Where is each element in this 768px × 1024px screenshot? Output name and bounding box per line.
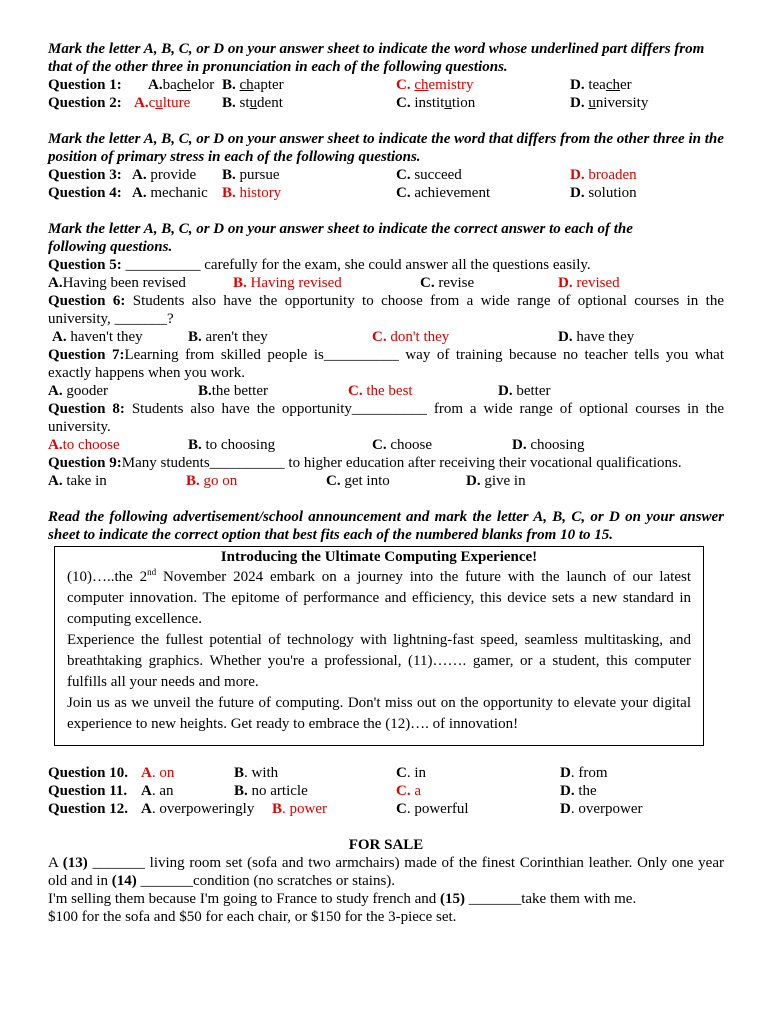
- for-sale-paragraph-2: I'm selling them because I'm going to France to study french and (15) _______take them with me.: [48, 891, 637, 907]
- q6-option-a[interactable]: A. haven't they: [52, 329, 143, 345]
- q9-option-c[interactable]: C. get into: [326, 473, 390, 489]
- q1-option-b[interactable]: B. chapter: [222, 77, 284, 93]
- question-2: Question 2: A.culture B. student C. institution D. university: [48, 95, 649, 111]
- q5-option-a[interactable]: A.Having been revised: [48, 275, 186, 291]
- advertisement-title: Introducing the Ultimate Computing Experience!: [220, 549, 538, 565]
- question-5-stem: Question 5: __________ carefully for the exam, she could answer all the questions easily.: [48, 257, 591, 273]
- q1-option-c[interactable]: C. chemistry: [396, 77, 474, 93]
- q2-option-a[interactable]: A.culture: [134, 95, 191, 111]
- q4-option-b[interactable]: B. history: [222, 185, 282, 201]
- for-sale-paragraph-3: $100 for the sofa and $50 for each chair, or $150 for the 3-piece set.: [48, 909, 457, 925]
- q5-option-c[interactable]: C. revise: [420, 275, 475, 291]
- q12-option-b[interactable]: B. power: [272, 801, 328, 817]
- question-8-stem: Question 8: Students also have the opportunity__________ from a wide range of optional courses in the university.: [48, 401, 724, 435]
- q2-option-b[interactable]: B. student: [222, 95, 283, 111]
- q10-option-c[interactable]: C. in: [396, 765, 427, 781]
- q12-option-d[interactable]: D. overpower: [560, 801, 643, 817]
- question-8-options: [48, 436, 724, 454]
- q10-option-d[interactable]: D. from: [560, 765, 608, 781]
- q8-option-d[interactable]: D. choosing: [512, 437, 585, 453]
- q10-option-b[interactable]: B. with: [234, 765, 279, 781]
- q3-option-d[interactable]: D. broaden: [570, 167, 637, 183]
- question-6-stem: Question 6: Students also have the opportunity to choose from a wide range of optional courses in the university, _______?: [48, 293, 724, 327]
- question-3: Question 3: A. provide B. pursue C. succeed D. broaden: [48, 167, 637, 183]
- q6-option-c[interactable]: C. don't they: [372, 329, 450, 345]
- question-1: Question 1: A.bachelor B. chapter C. chemistry D. teacher: [48, 77, 632, 93]
- question-4: Question 4: A. mechanic B. history C. achievement D. solution: [48, 185, 637, 201]
- question-7-stem: Question 7:Learning from skilled people is__________ way of training because no teacher tells you what exactly happens when you work.: [48, 347, 724, 381]
- question-7-options: [48, 382, 724, 400]
- q12-option-c[interactable]: C. powerful: [396, 801, 469, 817]
- q5-option-b[interactable]: B. Having revised: [233, 275, 342, 291]
- q1-option-d[interactable]: D. teacher: [570, 77, 632, 93]
- q11-option-a[interactable]: A. an: [141, 783, 174, 799]
- advertisement-box: [54, 546, 704, 746]
- for-sale-paragraph-1: A (13) _______ living room set (sofa and two armchairs) made of the finest Corinthian leather. Only one year old and in (14) _______condition (no scratches or stains).: [48, 855, 724, 889]
- worksheet: [48, 40, 724, 926]
- question-12: Question 12. A. overpoweringly B. power C. powerful D. overpower: [48, 801, 643, 817]
- pronunciation-instruction: Mark the letter A, B, C, or D on your answer sheet to indicate the word whose underlined part differs from that of the other three in pronunciation in each of the following questions.: [48, 41, 705, 75]
- question-11: Question 11. A. an B. no article C. a D. the: [48, 783, 597, 799]
- q4-option-d[interactable]: D. solution: [570, 185, 637, 201]
- q12-option-a[interactable]: A. overpoweringly: [141, 801, 255, 817]
- q1-option-a[interactable]: A.bachelor: [148, 77, 215, 93]
- for-sale-title: FOR SALE: [348, 837, 424, 853]
- q4-option-a[interactable]: A. mechanic: [132, 185, 208, 201]
- reading-instruction: Read the following advertisement/school announcement and mark the letter A, B, C, or D on your answer sheet to indicate the correct option that best fits each of the numbered blanks from 10 to 15.: [48, 509, 724, 543]
- question-9-stem: Question 9:Many students__________ to higher education after receiving their vocational qualifications.: [48, 455, 682, 471]
- q3-option-a[interactable]: A. provide: [132, 167, 197, 183]
- stress-instruction: Mark the letter A, B, C, or D on your answer sheet to indicate the word that differs from the other three in the position of primary stress in each of the following questions.: [48, 131, 724, 165]
- advertisement-paragraph-1: (10)…..the 2nd November 2024 embark on a journey into the future with the launch of our latest computer innovation. The epitome of performance and efficiency, this device sets a new standard in computing excellence.: [67, 567, 691, 627]
- q7-option-d[interactable]: D. better: [498, 383, 551, 399]
- q3-option-c[interactable]: C. succeed: [396, 167, 462, 183]
- q9-option-b[interactable]: B. go on: [186, 473, 238, 489]
- q11-option-d[interactable]: D. the: [560, 783, 597, 799]
- q10-option-a[interactable]: A. on: [141, 765, 175, 781]
- q9-option-a[interactable]: A. take in: [48, 473, 107, 489]
- q4-option-c[interactable]: C. achievement: [396, 185, 491, 201]
- q8-option-a[interactable]: A.to choose: [48, 437, 120, 453]
- q2-option-d[interactable]: D. university: [570, 95, 649, 111]
- q7-option-c[interactable]: C. the best: [348, 383, 413, 399]
- question-5-options: [48, 274, 724, 292]
- q5-option-d[interactable]: D. revised: [558, 275, 620, 291]
- q7-option-a[interactable]: A. gooder: [48, 383, 108, 399]
- advertisement-paragraph-3: Join us as we unveil the future of computing. Don't miss out on the opportunity to elevate your digital experience to new heights. Get ready to embrace the (12)…. of innovation!: [67, 695, 691, 732]
- q3-option-b[interactable]: B. pursue: [222, 167, 280, 183]
- q8-option-b[interactable]: B. to choosing: [188, 437, 276, 453]
- q6-option-b[interactable]: B. aren't they: [188, 329, 268, 345]
- question-10: Question 10. A. on B. with C. in D. from: [48, 765, 608, 781]
- question-6-options: [48, 328, 724, 346]
- q7-option-b[interactable]: B.the better: [198, 383, 268, 399]
- question-9-options: [48, 472, 724, 490]
- q8-option-c[interactable]: C. choose: [372, 437, 432, 453]
- advertisement-paragraph-2: Experience the fullest potential of technology with lightning-fast speed, seamless multitasking, and breathtaking graphics. Whether you're a professional, (11)……. gamer, or a student, this computer fulfills all your needs and more.: [67, 632, 691, 690]
- q2-option-c[interactable]: C. institution: [396, 95, 476, 111]
- q9-option-d[interactable]: D. give in: [466, 473, 526, 489]
- grammar-instruction: Mark the letter A, B, C, or D on your answer sheet to indicate the correct answer to each of the following questions.: [48, 221, 633, 255]
- q11-option-c[interactable]: C. a: [396, 783, 422, 799]
- q11-option-b[interactable]: B. no article: [234, 783, 308, 799]
- q6-option-d[interactable]: D. have they: [558, 329, 635, 345]
